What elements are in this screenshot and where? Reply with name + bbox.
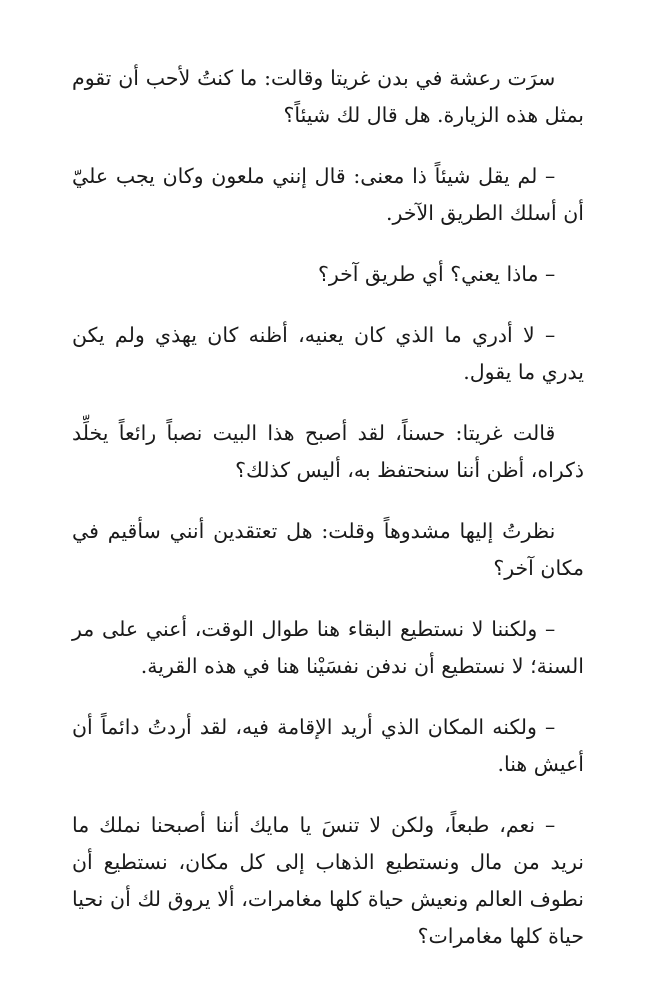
paragraph-5: قالت غريتا: حسناً، لقد أصبح هذا البيت نصباً رائعاً يخلِّد ذكراه، أظن أننا سنحتفظ به، أليس كذلك؟ <box>72 421 584 482</box>
paragraph-7: – ولكننا لا نستطيع البقاء هنا طوال الوقت، أعني على مر السنة؛ لا نستطيع أن ندفن نفسَيْنا هنا في هذه القرية. <box>72 617 584 678</box>
paragraph-2: – لم يقل شيئاً ذا معنى: قال إنني ملعون وكان يجب عليّ أن أسلك الطريق الآخر. <box>72 164 584 225</box>
paragraph-1: سرَت رعشة في بدن غريتا وقالت: ما كنتُ لأحب أن تقوم بمثل هذه الزيارة. هل قال لك شيئاً؟ <box>72 66 584 127</box>
paragraph-3: – ماذا يعني؟ أي طريق آخر؟ <box>317 262 556 286</box>
paragraph-6: نظرتُ إليها مشدوهاً وقلت: هل تعتقدين أنني سأقيم في مكان آخر؟ <box>72 519 584 580</box>
book-page <box>72 60 584 979</box>
paragraph-9: – نعم، طبعاً، ولكن لا تنسَ يا مايك أننا أصبحنا نملك ما نريد من مال ونستطيع الذهاب إلى كل مكان، نستطيع أن نطوف العالم ونعيش حياة كلها مغامرات، ألا يروق لك أن نحيا حياة كلها مغامرات؟ <box>72 813 584 948</box>
paragraph-8: – ولكنه المكان الذي أريد الإقامة فيه، لقد أردتُ دائماً أن أعيش هنا. <box>72 715 584 776</box>
paragraph-4: – لا أدري ما الذي كان يعنيه، أظنه كان يهذي ولم يكن يدري ما يقول. <box>72 323 584 384</box>
